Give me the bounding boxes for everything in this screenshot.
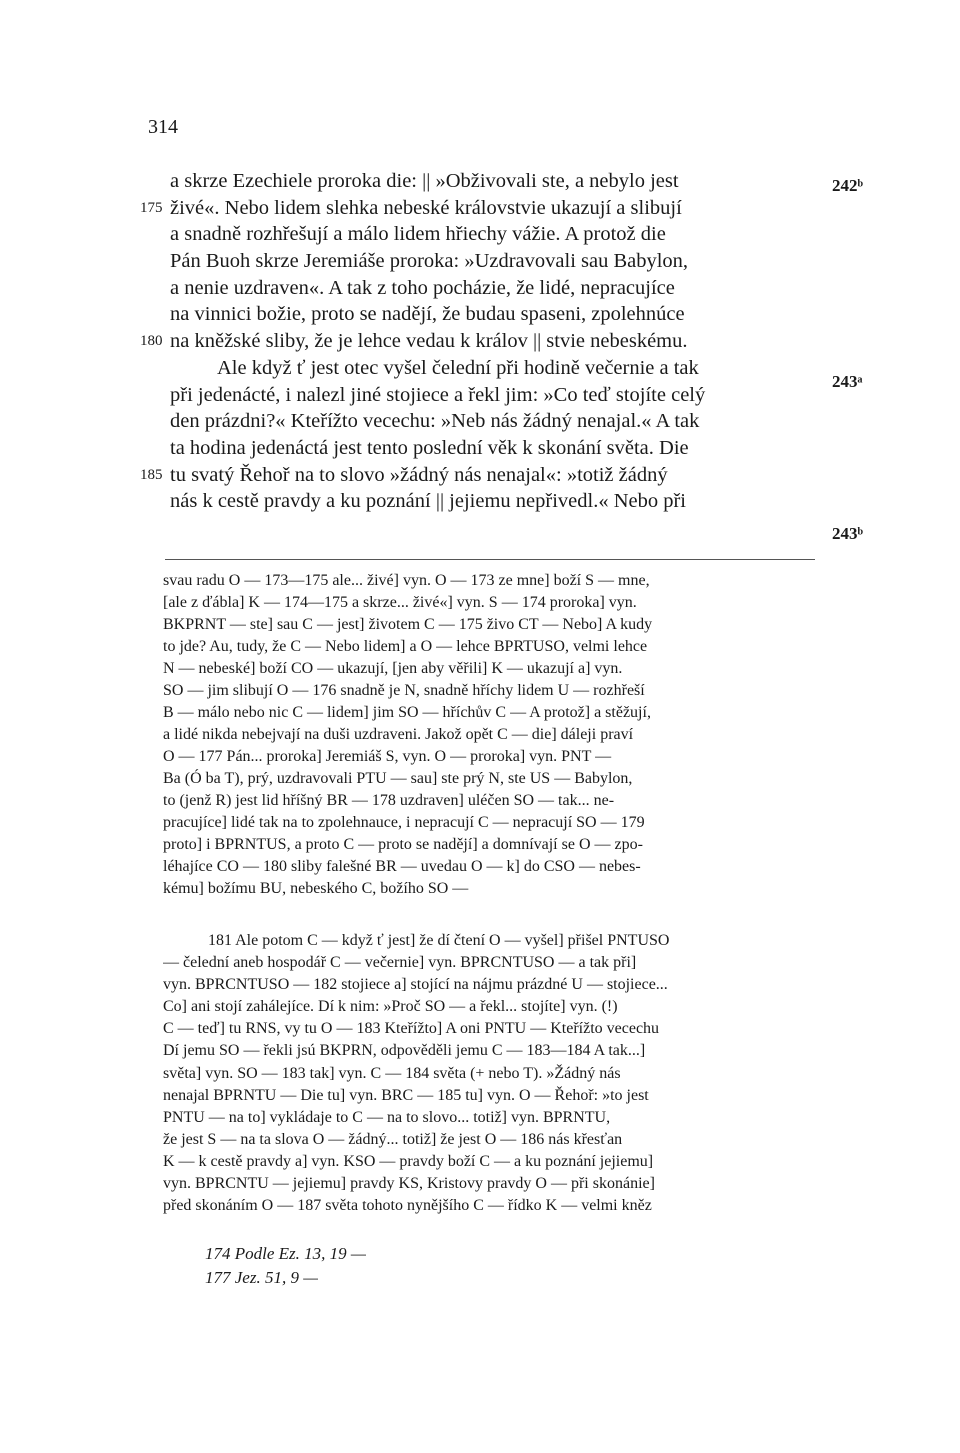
text-line bbox=[140, 328, 840, 355]
line-text: na kněžské sliby, že je lehce vedau k králov || stvie nebeskému. bbox=[170, 330, 688, 353]
apparatus-text: nenajal BPRNTU — Die tu] vyn. BRC — 185 tu] vyn. O — Řehoř: »to jest bbox=[163, 1086, 649, 1104]
apparatus-text: vyn. BPRCNTU — jejiemu] pravdy KS, Kristovy pravdy O — při skonánie] bbox=[163, 1175, 655, 1193]
text-line bbox=[140, 195, 840, 222]
apparatus-text: K — k cestě pravdy a] vyn. KSO — pravdy boží C — a ku poznání jejiemu] bbox=[163, 1152, 654, 1170]
apparatus-text: N — nebeské] boží CO — ukazují, [jen aby věřili] K — ukazují a] vyn. bbox=[163, 660, 623, 677]
margin-folio-ref: 243ᵇ bbox=[832, 524, 864, 543]
text-line bbox=[140, 168, 840, 195]
apparatus-line bbox=[150, 570, 830, 592]
margin-folio-ref: 242ᵇ bbox=[832, 176, 864, 195]
apparatus-line bbox=[150, 1129, 830, 1151]
apparatus-line bbox=[150, 1063, 830, 1085]
apparatus-text: svau radu O — 173—175 ale... živé] vyn. O — 173 ze mne] boží S — mne, bbox=[163, 572, 650, 589]
text-line bbox=[140, 408, 840, 435]
apparatus-text: léhajíce CO — 180 sliby falešné BR — uvedau O — k] do CSO — nebes- bbox=[163, 858, 641, 875]
apparatus-text: O — 177 Pán... proroka] Jeremiáš S, vyn. O — proroka] vyn. PNT — bbox=[163, 748, 612, 765]
apparatus-text: Dí jemu SO — řekli jsú BKPRN, odpověděli jemu C — 183—184 A tak...] bbox=[163, 1042, 646, 1060]
apparatus-text: B — málo nebo nic C — lidem] jim SO — hříchův C — A protož] a stěžují, bbox=[163, 704, 651, 721]
text-line bbox=[140, 462, 840, 489]
text-line bbox=[140, 355, 840, 382]
apparatus-line bbox=[150, 768, 830, 790]
line-number: 185 bbox=[140, 466, 163, 483]
apparatus-line bbox=[150, 614, 830, 636]
line-text: tu svatý Řehoř na to slovo »žádný nás nenajal«: »totiž žádný bbox=[170, 463, 668, 486]
apparatus-line bbox=[150, 974, 830, 996]
apparatus-line bbox=[150, 1151, 830, 1173]
text-line bbox=[140, 221, 840, 248]
apparatus-text: kému] božímu BU, nebeského C, božího SO — bbox=[163, 880, 469, 897]
apparatus-text: Ba (Ó ba T), prý, uzdravovali PTU — sau] ste prý N, ste US — Babylon, bbox=[163, 770, 633, 787]
apparatus-text: — čelední aneb hospodář C — večernie] vyn. BPRCNTUSO — a tak při] bbox=[163, 954, 637, 972]
apparatus-line bbox=[150, 1018, 830, 1040]
line-text: Pán Buoh skrze Jeremiáše proroka: »Uzdravovali sau Babylon, bbox=[170, 250, 689, 273]
apparatus-line bbox=[150, 592, 830, 614]
critical-apparatus-1 bbox=[150, 570, 830, 900]
apparatus-text: světa] vyn. SO — 183 tak] vyn. C — 184 světa (+ nebo T). »Žádný nás bbox=[163, 1064, 621, 1082]
line-text: živé«. Nebo lidem slehka nebeské královstvie ukazují a slibují bbox=[170, 196, 682, 219]
line-text: nás k cestě pravdy a ku poznání || jejiemu nepřivedl.« Nebo při bbox=[170, 490, 686, 513]
text-line bbox=[140, 275, 840, 302]
line-text: a snadně rozhřešují a málo lidem hřiechy vážie. A protož die bbox=[170, 223, 666, 246]
apparatus-text: před skonáním O — 187 světa tohoto nynějšího C — řídko K — velmi kněz bbox=[163, 1197, 652, 1215]
apparatus-line bbox=[150, 724, 830, 746]
margin-folio-ref: 243ᵃ bbox=[832, 372, 863, 391]
line-text: ta hodina jedenáctá jest tento poslední věk k skonání světa. Die bbox=[170, 436, 689, 459]
line-text: při jedenácté, i nalezl jiné stojiece a řekl jim: »Co teď stojíte celý bbox=[170, 383, 706, 406]
apparatus-line bbox=[150, 812, 830, 834]
line-text: a skrze Ezechiele proroka die: || »Obživovali ste, a nebylo jest bbox=[170, 170, 679, 192]
line-number: 180 bbox=[140, 333, 163, 350]
apparatus-line bbox=[150, 834, 830, 856]
footnote-text: 177 Jez. 51, 9 — bbox=[205, 1268, 319, 1287]
page-number: 314 bbox=[148, 116, 178, 138]
apparatus-line bbox=[150, 952, 830, 974]
apparatus-text: Co] ani stojí zahálejíce. Dí k nim: »Proč SO — a řekl... stojíte] vyn. (!) bbox=[163, 998, 618, 1016]
apparatus-text: proto] i BPRNTUS, a proto C — proto se nadějí] a domnívají se O — zpo- bbox=[163, 836, 643, 853]
text-line bbox=[140, 435, 840, 462]
apparatus-text: to (jenž R) jest lid hříšný BR — 178 uzdraven] uléčen SO — tak... ne- bbox=[163, 792, 615, 809]
apparatus-text: C — teď] tu RNS, vy tu O — 183 Kteřížto] A oni PNTU — Kteřížto vecechu bbox=[163, 1020, 660, 1038]
apparatus-line bbox=[150, 878, 830, 900]
text-line bbox=[140, 382, 840, 409]
apparatus-text: 181 Ale potom C — když ť jest] že dí čtení O — vyšel] přišel PNTUSO bbox=[208, 932, 670, 949]
apparatus-line bbox=[150, 790, 830, 812]
line-text: na vinnici božie, proto se nadějí, že budau spaseni, zpolehnúce bbox=[170, 303, 685, 326]
apparatus-text: SO — jim slibují O — 176 snadně je N, snadně hříchy lidem U — rozhřeší bbox=[163, 682, 645, 699]
apparatus-text: a lidé nikda nebejvají na duši uzdraveni. Jakož opět C — die] dáleji praví bbox=[163, 726, 634, 743]
apparatus-line bbox=[150, 930, 830, 952]
apparatus-line bbox=[150, 746, 830, 768]
apparatus-line bbox=[150, 1173, 830, 1195]
apparatus-divider bbox=[165, 559, 815, 560]
line-text: den prázdni?« Kteřížto vecechu: »Neb nás žádný nenajal.« A tak bbox=[170, 410, 700, 433]
text-line bbox=[140, 248, 840, 275]
apparatus-text: že jest S — na ta slova O — žádný... totiž] že jest O — 186 nás křesťan bbox=[163, 1130, 623, 1148]
critical-apparatus-2 bbox=[150, 930, 830, 1217]
main-text bbox=[140, 168, 840, 515]
apparatus-text: BKPRNT — ste] sau C — jest] životem C — 175 živo CT — Nebo] A kudy bbox=[163, 616, 653, 633]
apparatus-line bbox=[150, 996, 830, 1018]
line-number: 175 bbox=[140, 199, 163, 216]
apparatus-line bbox=[150, 1040, 830, 1062]
apparatus-line bbox=[150, 680, 830, 702]
footnote-text: 174 Podle Ez. 13, 19 — bbox=[205, 1244, 367, 1263]
apparatus-line bbox=[150, 856, 830, 878]
apparatus-line bbox=[150, 1195, 830, 1217]
apparatus-line bbox=[150, 702, 830, 724]
apparatus-line bbox=[150, 636, 830, 658]
line-text: a nenie uzdraven«. A tak z toho pocházie, že lidé, nepracujíce bbox=[170, 276, 675, 299]
apparatus-text: vyn. BPRCNTUSO — 182 stojiece a] stojící na nájmu prázdné U — stojiece... bbox=[163, 976, 668, 994]
text-line bbox=[140, 488, 840, 515]
line-text: Ale když ť jest otec vyšel čelední při hodině večernie a tak bbox=[217, 356, 699, 379]
apparatus-text: [ale z ďábla] K — 174—175 a skrze... živé«] vyn. S — 174 proroka] vyn. bbox=[163, 594, 637, 611]
apparatus-line bbox=[150, 658, 830, 680]
text-line bbox=[140, 301, 840, 328]
apparatus-text: PNTU — na to] vykládaje to C — na to slovo... totiž] vyn. BPRNTU, bbox=[163, 1108, 611, 1126]
apparatus-line bbox=[150, 1085, 830, 1107]
apparatus-text: to jde? Au, tudy, že C — Nebo lidem] a O — lehce BPRTUSO, velmi lehce bbox=[163, 638, 648, 655]
apparatus-text: pracujíce] lidé tak na to zpolehnauce, i nepracují C — nepracují SO — 179 bbox=[163, 814, 645, 831]
apparatus-line bbox=[150, 1107, 830, 1129]
